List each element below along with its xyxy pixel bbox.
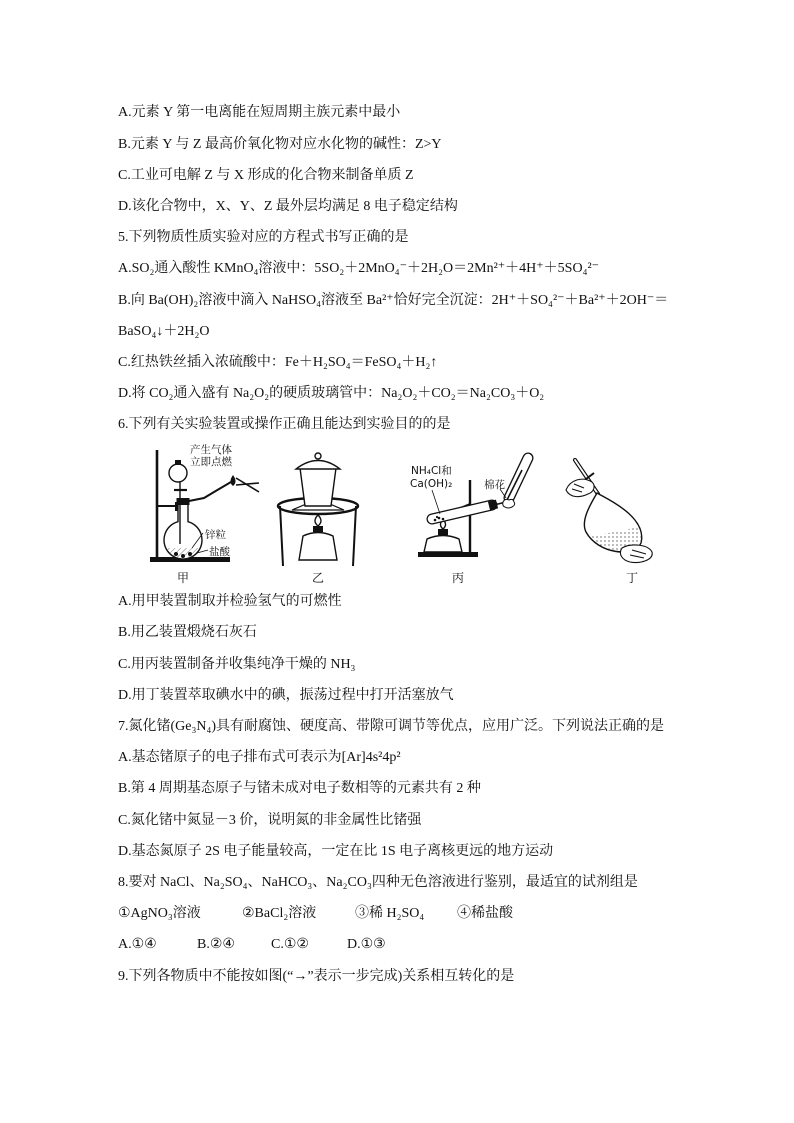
q4-option-b: B.元素 Y 与 Z 最高价氧化物对应水化物的碱性：Z>Y	[118, 136, 442, 152]
q4-option-d: D.该化合物中，X、Y、Z 最外层均满足 8 电子稳定结构	[118, 198, 458, 214]
apparatus-ding	[566, 460, 652, 585]
caption-jia: 甲	[176, 571, 190, 586]
q6-option-c: C.用丙装置制备并收集纯净干燥的 NH₃	[118, 656, 356, 672]
lamp-neck	[438, 529, 448, 535]
heated-test-tube	[432, 505, 492, 519]
q8-option-b: B.②④	[197, 937, 235, 953]
flask-stopper	[177, 498, 190, 505]
page-content	[0, 97, 794, 991]
lamp-flame-icon	[315, 515, 321, 526]
tube-stopper	[489, 504, 497, 506]
q6-option-d: D.用丁装置萃取碘水中的碘，振荡过程中打开活塞放气	[118, 687, 454, 703]
q5-stem: 5.下列物质性质实验对应的方程式书写正确的是	[118, 230, 409, 246]
cotton-plug	[503, 500, 515, 509]
tripod-leg-right	[353, 506, 356, 566]
q8-reagent-list	[0, 898, 794, 929]
q8-stem: 8.要对 NaCl、Na₂SO₄、NaHCO₃、Na₂CO₃四种无色溶液进行鉴别，最适宜的试剂组是	[118, 874, 638, 890]
caption-ding: 丁	[625, 571, 639, 586]
label-cotton: 棉花	[484, 479, 505, 492]
q8-option-d: D.①③	[347, 937, 386, 953]
label-acid: 盐酸	[209, 546, 230, 559]
crucible-lid	[296, 461, 340, 470]
q7-option-c: C.氮化锗中氮显－3 价，说明氮的非金属性比锗强	[118, 812, 422, 828]
q8-choice-list	[0, 929, 794, 960]
separatory-funnel-bulb	[169, 464, 187, 482]
q8-reagent-4: ④稀盐酸	[457, 906, 513, 922]
label-gas-line2: 立即点燃	[190, 456, 232, 469]
apparatus-jia	[150, 443, 259, 585]
tripod-leg-left	[280, 506, 283, 566]
label-zinc: 锌粒	[205, 529, 226, 542]
q8-reagent-3: ③稀 H₂SO₄	[355, 906, 425, 922]
apparatus-yi	[278, 453, 358, 585]
ignition-tongs	[236, 478, 259, 492]
q7-option-a: A.基态锗原子的电子排布式可表示为[Ar]4s²4p²	[118, 750, 401, 766]
q7-stem: 7.氮化锗(Ge₃N₄)具有耐腐蚀、硬度高、带隙可调节等优点，应用广泛。下列说法正确的是	[118, 719, 665, 734]
label-gas-line1: 产生气体	[190, 444, 232, 457]
label-reagent-line1: NH₄Cl和	[411, 465, 452, 478]
q6-option-b: B.用乙装置煅烧石灰石	[118, 625, 257, 641]
q7-option-d: D.基态氮原子 2S 电子能量较高，一定在比 1S 电子离核更远的地方运动	[118, 843, 554, 859]
q8-reagent-1: ①AgNO₃溶液	[118, 906, 201, 922]
alcohol-lamp	[299, 533, 337, 561]
hand-bottom-icon	[620, 545, 652, 563]
hand-top-icon	[566, 480, 594, 497]
caption-bing: 丙	[451, 571, 465, 586]
alcohol-lamp	[424, 536, 462, 553]
q5-option-a: A.SO₂通入酸性 KMnO₄溶液中：5SO₂＋2MnO₄⁻＋2H₂O＝2Mn²⁺＋4H⁺＋5SO₄²⁻	[118, 261, 600, 277]
q9-stem: 9.下列各物质中不能按如图(“→”表示一步完成)关系相互转化的是	[118, 968, 515, 984]
q8-option-a: A.①④	[118, 937, 157, 953]
q8-option-c: C.①②	[271, 937, 309, 953]
apparatus-illustration	[0, 440, 794, 586]
q4-option-a: A.元素 Y 第一电离能在短周期主族元素中最小	[118, 105, 401, 121]
q5-option-b-line2: BaSO₄↓＋2H₂O	[118, 323, 210, 339]
crucible	[300, 468, 336, 506]
q6-stem: 6.下列有关实验装置或操作正确且能达到实验目的的是	[118, 417, 451, 433]
caption-yi: 乙	[311, 571, 325, 586]
q5-option-d: D.将 CO₂通入盛有 Na₂O₂的硬质玻璃管中：Na₂O₂＋CO₂＝Na₂CO₃＋O₂	[118, 386, 545, 402]
label-reagent-line2: Ca(OH)₂	[410, 478, 453, 491]
q5-option-b-line1: B.向 Ba(OH)₂溶液中滴入 NaHSO₄溶液至 Ba²⁺恰好完全沉淀：2H⁺＋SO₄²⁻＋Ba²⁺＋2OH⁻＝	[118, 292, 669, 308]
q8-reagent-2: ②BaCl₂溶液	[242, 906, 317, 922]
stand-base	[418, 552, 478, 557]
q4-option-c: C.工业可电解 Z 与 X 形成的化合物来制备单质 Z	[118, 167, 414, 183]
lamp-neck	[313, 526, 323, 532]
reagent-leader-line	[432, 490, 440, 514]
funnel-stopper	[175, 460, 181, 465]
delivery-tube	[189, 482, 231, 501]
q7-option-b: B.第 4 周期基态原子与锗未成对电子数相等的元素共有 2 种	[118, 781, 481, 797]
q6-option-a: A.用甲装置制取并检验氢气的可燃性	[118, 594, 342, 610]
crucible-lid-knob	[315, 453, 321, 459]
q5-option-c: C.红热铁丝插入浓硫酸中：Fe＋H₂SO₄＝FeSO₄＋H₂↑	[118, 354, 438, 370]
q6-apparatus-figure	[0, 440, 794, 586]
flame-icon	[231, 475, 236, 486]
apparatus-bing	[410, 458, 528, 585]
